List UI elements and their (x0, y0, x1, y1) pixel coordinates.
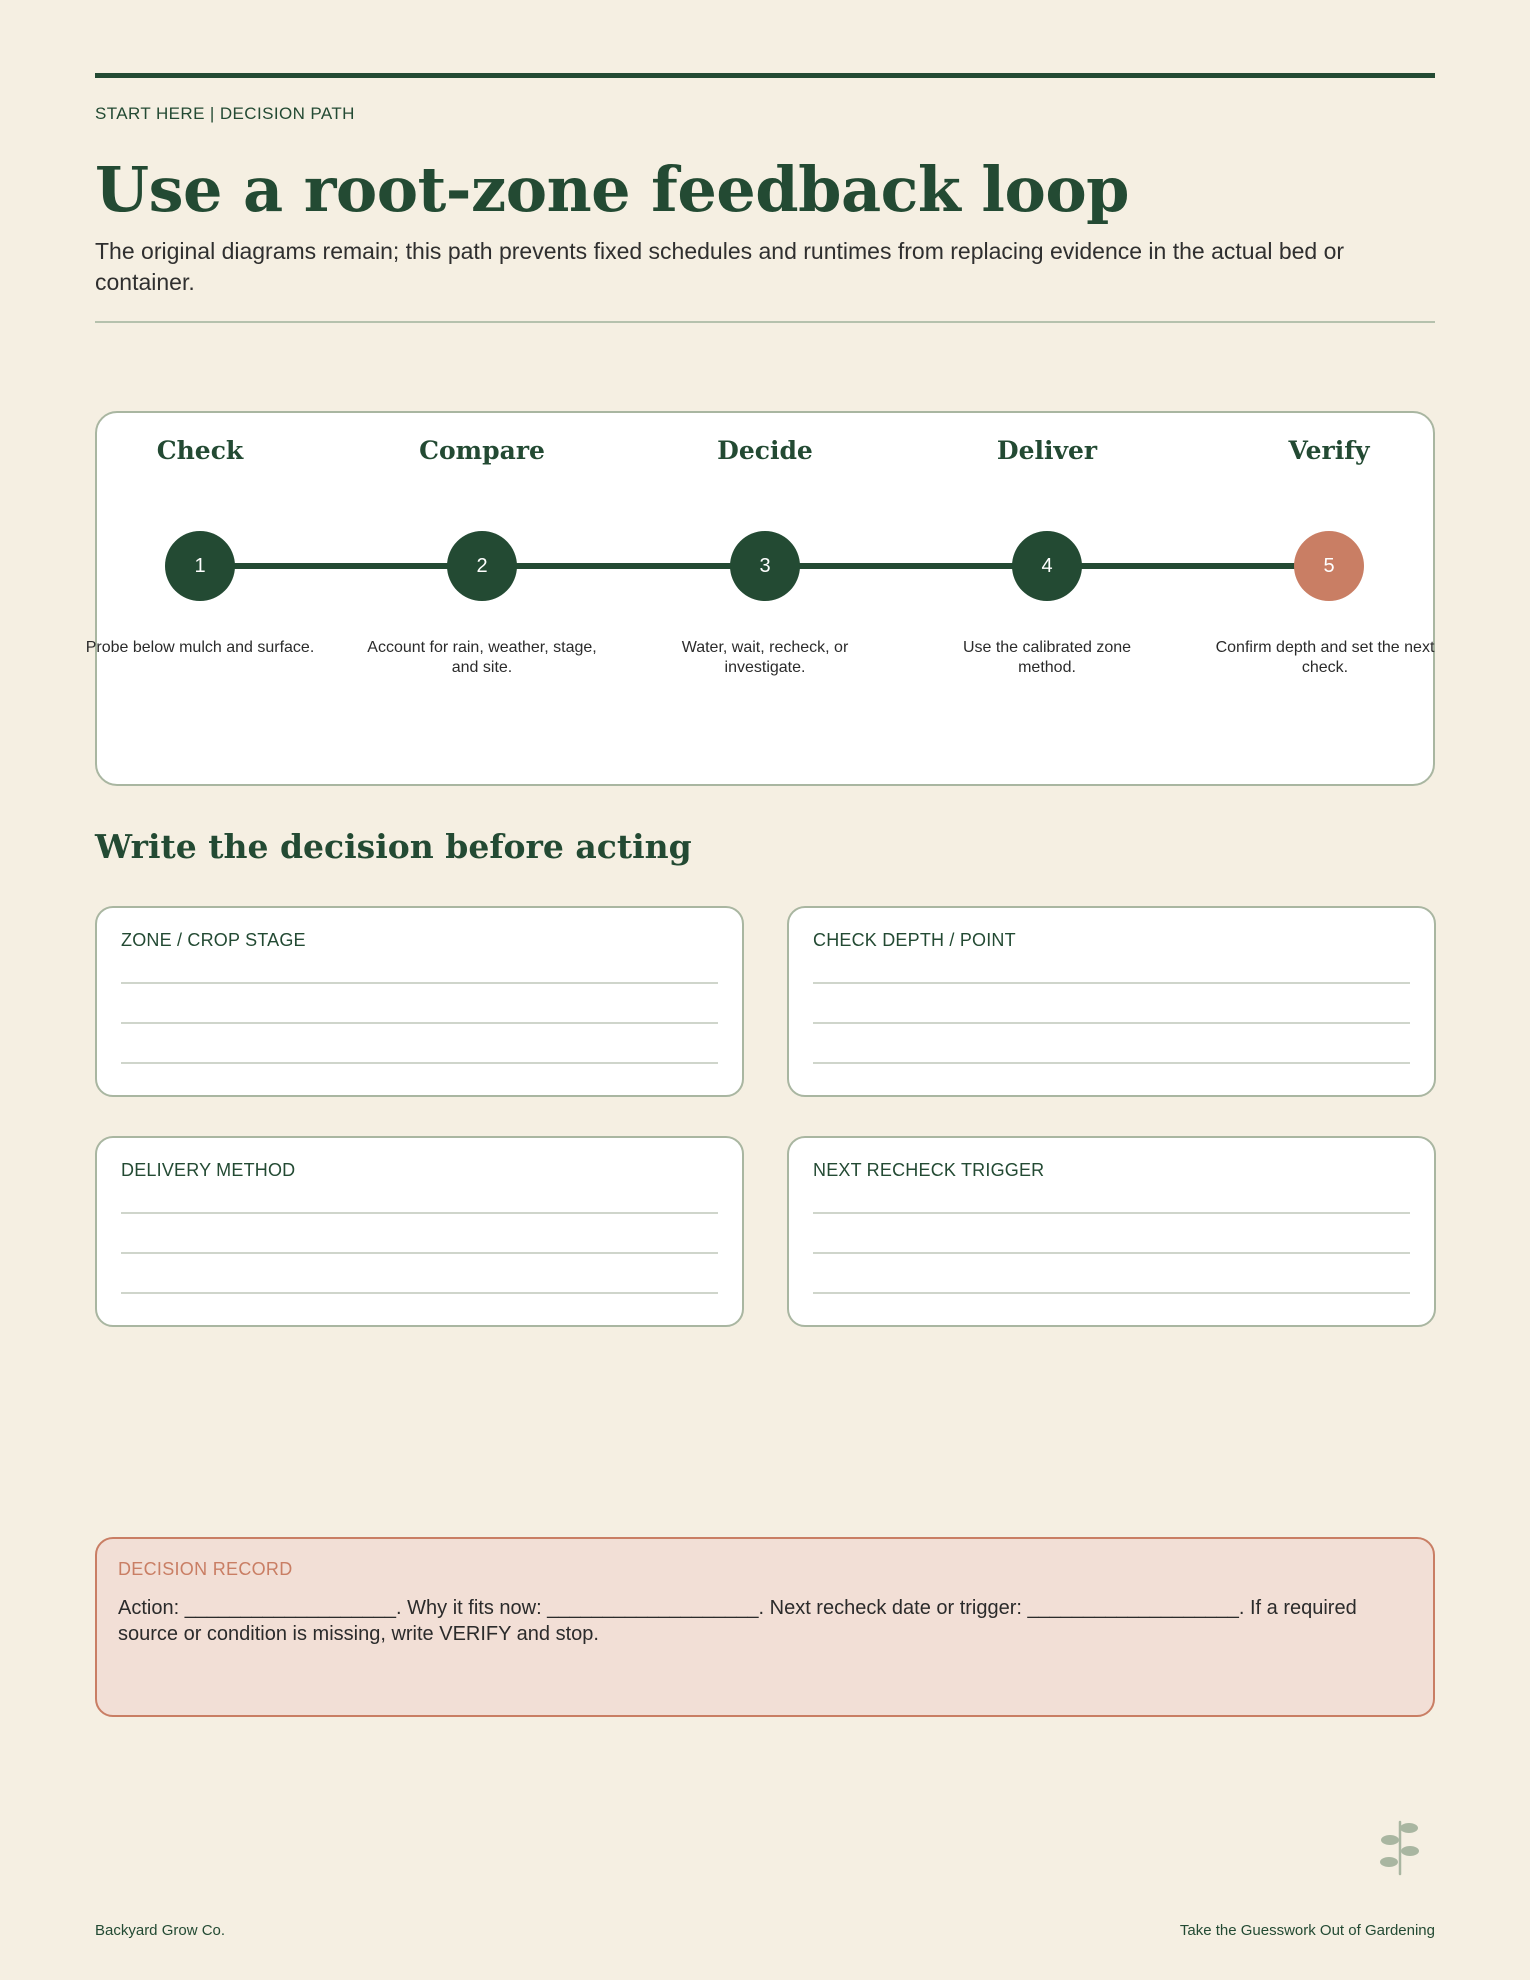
sprout-icon (1375, 1818, 1425, 1876)
field-delivery-method[interactable] (95, 1136, 744, 1327)
write-line (121, 1062, 718, 1064)
step-marker-1: 1 (165, 531, 235, 601)
step-marker-4: 4 (1012, 531, 1082, 601)
step-title-deliver: Deliver (996, 436, 1098, 465)
write-line (813, 1022, 1410, 1024)
write-line (813, 1292, 1410, 1294)
top-rule (95, 73, 1435, 78)
step-title-decide: Decide (717, 436, 813, 465)
footer-tagline: Take the Guesswork Out of Gardening (1179, 1922, 1435, 1939)
step-marker-3: 3 (730, 531, 800, 601)
step-title-verify: Verify (1288, 436, 1370, 465)
step-description-check: Probe below mulch and surface. (85, 639, 315, 656)
write-line (121, 1292, 718, 1294)
step-title-compare: Compare (419, 436, 545, 465)
write-line (813, 1252, 1410, 1254)
write-line (813, 982, 1410, 984)
step-description-verify: Confirm depth and set the next check. (1215, 639, 1435, 676)
field-label: ZONE / CROP STAGE (121, 930, 306, 950)
step-marker-2: 2 (447, 531, 517, 601)
header-divider (95, 321, 1435, 323)
write-line (121, 1252, 718, 1254)
write-line (121, 982, 718, 984)
write-line (813, 1212, 1410, 1214)
step-description-deliver: Use the calibrated zone method. (962, 639, 1132, 676)
footer-brand: Backyard Grow Co. (95, 1922, 226, 1939)
eyebrow-label: START HERE | DECISION PATH (95, 104, 355, 123)
field-label: NEXT RECHECK TRIGGER (813, 1160, 1045, 1180)
section-heading: Write the decision before acting (95, 827, 692, 866)
step-description-decide: Water, wait, recheck, or investigate. (681, 639, 849, 676)
page-title: Use a root-zone feedback loop (95, 153, 1130, 226)
field-check-depth-point[interactable] (787, 906, 1436, 1097)
write-line (813, 1062, 1410, 1064)
step-title-check: Check (156, 436, 244, 465)
field-zone-crop-stage[interactable] (95, 906, 744, 1097)
page-subtitle: The original diagrams remain; this path prevents fixed schedules and runtimes from replacing evidence in the actual bed or container. (95, 238, 1345, 295)
field-next-recheck-trigger[interactable] (787, 1136, 1436, 1327)
step-description-compare: Account for rain, weather, stage, and site. (367, 639, 597, 676)
decision-record-text: Action: ___________________. Why it fits now: ___________________. Next recheck date or trigger: ___________________. If a required source or condition is missing, write VERIFY and stop. (118, 1597, 1357, 1645)
step-marker-5: 5 (1294, 531, 1364, 601)
write-line (121, 1022, 718, 1024)
decision-record-title: DECISION RECORD (118, 1559, 293, 1579)
field-label: CHECK DEPTH / POINT (813, 930, 1016, 950)
decision-record-card (95, 1537, 1435, 1717)
write-line (121, 1212, 718, 1214)
field-label: DELIVERY METHOD (121, 1160, 296, 1180)
